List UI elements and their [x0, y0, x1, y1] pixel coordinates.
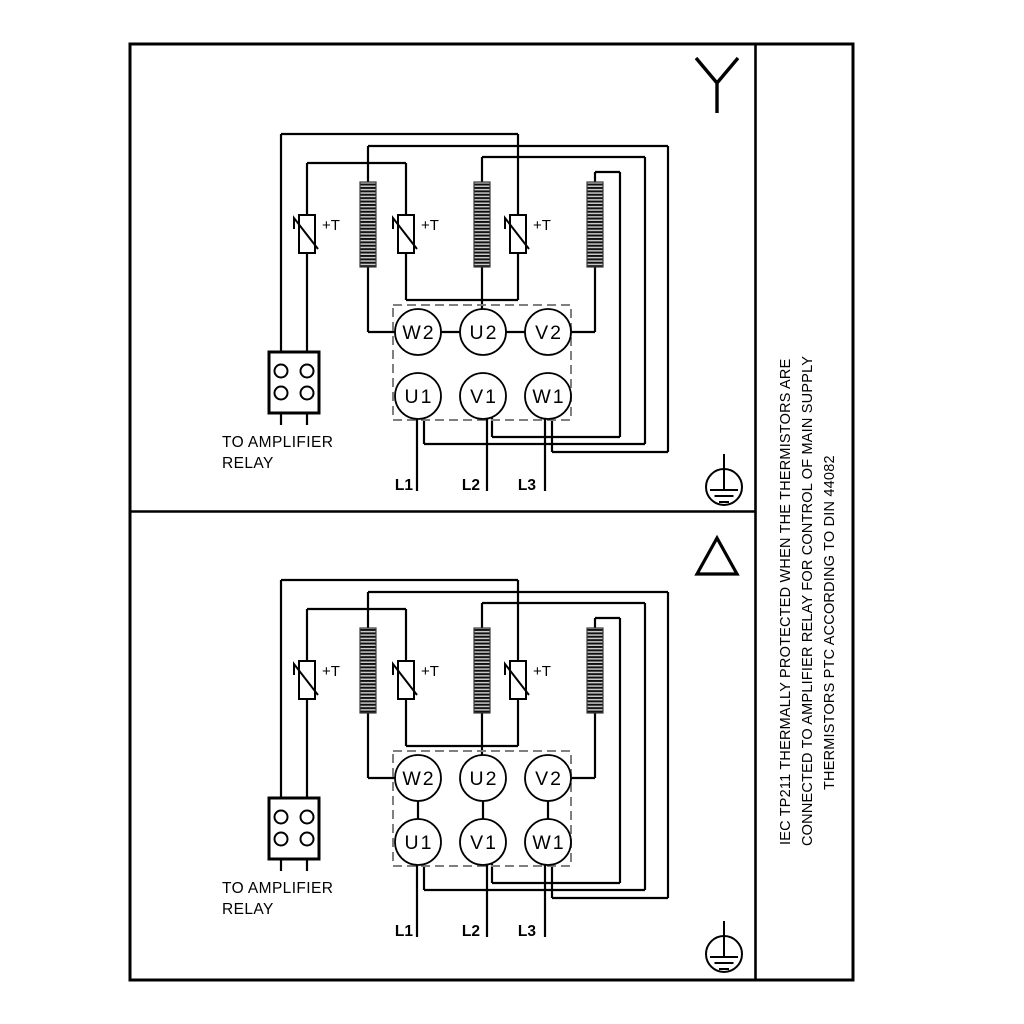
relay-note-line: RELAY — [222, 455, 274, 472]
relay-terminal — [301, 833, 314, 846]
terminal-label-W2: W2 — [402, 322, 436, 344]
amplifier-relay-connector — [269, 798, 319, 859]
side-note-line: CONNECTED TO AMPLIFIER RELAY FOR CONTROL OF MAIN SUPPLY — [800, 355, 816, 846]
terminal-label-V2: V2 — [535, 322, 563, 344]
terminal-label-U1: U1 — [404, 386, 434, 408]
terminal-label-W2: W2 — [402, 768, 436, 790]
thermistor-label: +T — [421, 217, 439, 234]
supply-label: L2 — [461, 923, 480, 940]
terminal-label-U1: U1 — [404, 832, 434, 854]
supply-label: L1 — [394, 477, 413, 494]
relay-terminal — [275, 387, 288, 400]
winding-coil — [587, 182, 603, 267]
thermistor-label: +T — [533, 217, 551, 234]
terminal-label-U2: U2 — [469, 322, 499, 344]
side-note-line: THERMISTORS PTC ACCORDING TO DIN 44082 — [822, 455, 838, 790]
terminal-label-V1: V1 — [470, 832, 498, 854]
star-icon — [696, 58, 738, 113]
relay-terminal — [275, 833, 288, 846]
winding-coil — [587, 628, 603, 713]
thermistor-label: +T — [533, 663, 551, 680]
relay-terminal — [301, 387, 314, 400]
relay-note-line: TO AMPLIFIER — [222, 434, 334, 451]
thermistor-label: +T — [322, 217, 340, 234]
terminal-label-V1: V1 — [470, 386, 498, 408]
delta-icon — [697, 538, 737, 574]
relay-terminal — [275, 811, 288, 824]
relay-note-line: RELAY — [222, 901, 274, 918]
terminal-label-W1: W1 — [532, 832, 566, 854]
winding-coil — [360, 182, 376, 267]
terminal-label-U2: U2 — [469, 768, 499, 790]
supply-label: L3 — [517, 477, 536, 494]
supply-label: L3 — [517, 923, 536, 940]
relay-terminal — [275, 365, 288, 378]
winding-coil — [474, 628, 490, 713]
winding-coil — [360, 628, 376, 713]
thermistor-label: +T — [421, 663, 439, 680]
terminal-label-V2: V2 — [535, 768, 563, 790]
thermistor-label: +T — [322, 663, 340, 680]
supply-label: L2 — [461, 477, 480, 494]
side-note-line: IEC TP211 THERMALLY PROTECTED WHEN THE THERMISTORS ARE — [778, 358, 794, 845]
winding-coil — [474, 182, 490, 267]
relay-terminal — [301, 811, 314, 824]
relay-note-line: TO AMPLIFIER — [222, 880, 334, 897]
terminal-label-W1: W1 — [532, 386, 566, 408]
supply-label: L1 — [394, 923, 413, 940]
relay-terminal — [301, 365, 314, 378]
amplifier-relay-connector — [269, 352, 319, 413]
